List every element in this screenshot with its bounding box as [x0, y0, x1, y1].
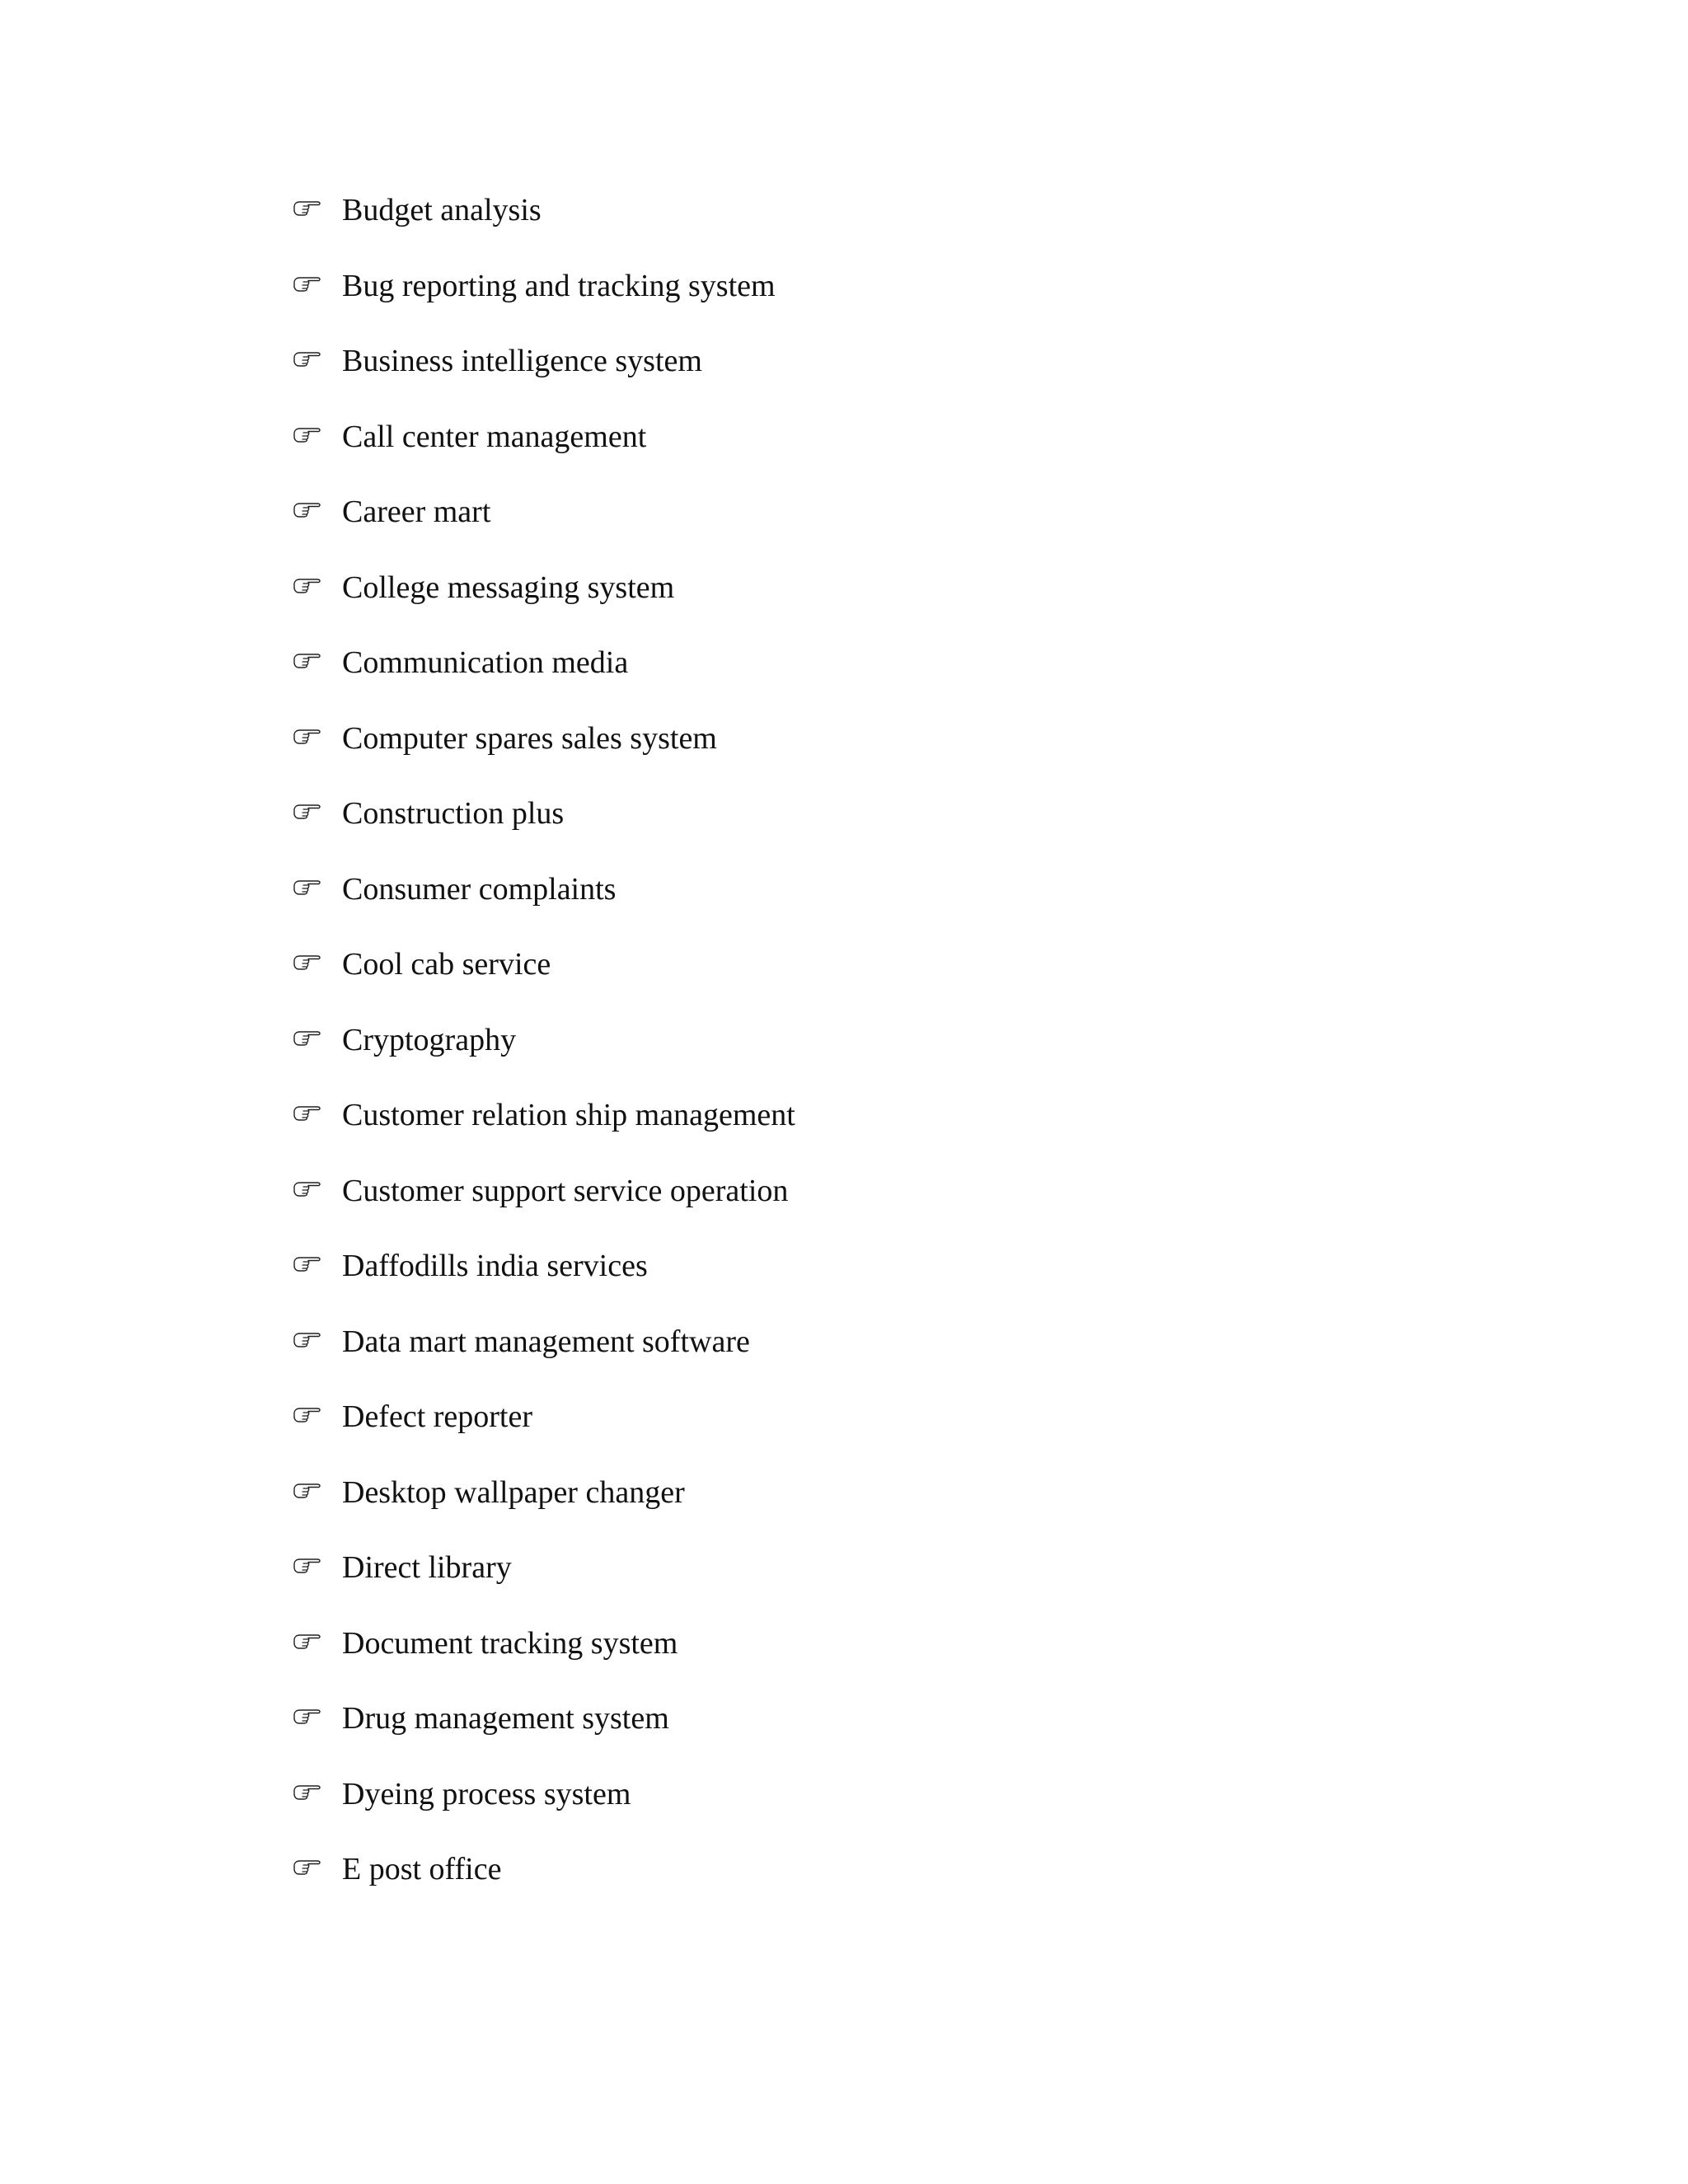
list-item	[293, 1850, 795, 1926]
list-item-label: Construction plus	[342, 796, 565, 831]
list-item-label: Direct library	[342, 1550, 512, 1585]
pointing-hand-icon	[293, 1323, 342, 1357]
list-item	[293, 569, 795, 644]
pointing-hand-icon	[293, 1850, 342, 1885]
list-item	[293, 1624, 795, 1700]
pointing-hand-icon	[293, 644, 342, 678]
list-item-label: Defect reporter	[342, 1399, 533, 1434]
pointing-hand-icon	[293, 1624, 342, 1659]
list-item-label: Cool cab service	[342, 947, 551, 982]
list-item	[293, 1699, 795, 1775]
list-item	[293, 1096, 795, 1172]
list-item-label: Bug reporting and tracking system	[342, 268, 776, 303]
list-item-label: Consumer complaints	[342, 871, 617, 907]
pointing-hand-icon	[293, 1096, 342, 1131]
pointing-hand-icon	[293, 1699, 342, 1734]
pointing-hand-icon	[293, 719, 342, 754]
list-item-label: Drug management system	[342, 1701, 669, 1736]
list-item	[293, 945, 795, 1021]
pointing-hand-icon	[293, 418, 342, 452]
list-item	[293, 342, 795, 418]
pointing-hand-icon	[293, 870, 342, 905]
list-item-label: College messaging system	[342, 569, 675, 605]
list-item-label: E post office	[342, 1852, 502, 1886]
pointing-hand-icon	[293, 1021, 342, 1056]
list-item-label: Customer relation ship management	[342, 1098, 795, 1132]
list-item	[293, 719, 795, 795]
pointing-hand-icon	[293, 342, 342, 377]
list-item-label: Desktop wallpaper changer	[342, 1474, 685, 1510]
pointing-hand-icon	[293, 1247, 342, 1282]
list-item-label: Document tracking system	[342, 1625, 678, 1661]
list-item	[293, 1323, 795, 1399]
list-item-label: Customer support service operation	[342, 1173, 789, 1208]
list-item	[293, 1549, 795, 1624]
list-item-label: Communication media	[342, 645, 629, 680]
project-list	[293, 191, 795, 1926]
list-item-label: Call center management	[342, 419, 647, 454]
list-item	[293, 1172, 795, 1248]
list-item	[293, 1775, 795, 1851]
pointing-hand-icon	[293, 267, 342, 302]
pointing-hand-icon	[293, 1549, 342, 1583]
list-item-label: Cryptography	[342, 1022, 517, 1057]
list-item	[293, 1021, 795, 1097]
pointing-hand-icon	[293, 1398, 342, 1432]
list-item	[293, 1474, 795, 1549]
pointing-hand-icon	[293, 191, 342, 226]
list-item	[293, 644, 795, 719]
list-item-label: Computer spares sales system	[342, 720, 717, 756]
pointing-hand-icon	[293, 1172, 342, 1207]
pointing-hand-icon	[293, 569, 342, 603]
list-item	[293, 1247, 795, 1323]
list-item-label: Dyeing process system	[342, 1776, 631, 1811]
pointing-hand-icon	[293, 493, 342, 527]
list-item	[293, 493, 795, 569]
pointing-hand-icon	[293, 945, 342, 980]
pointing-hand-icon	[293, 794, 342, 829]
list-item-label: Career mart	[342, 494, 491, 529]
list-item	[293, 1398, 795, 1474]
list-item-label: Budget analysis	[342, 193, 542, 227]
pointing-hand-icon	[293, 1474, 342, 1508]
list-item	[293, 418, 795, 494]
list-item-label: Business intelligence system	[342, 344, 702, 378]
list-item	[293, 267, 795, 343]
list-item	[293, 870, 795, 946]
list-item-label: Data mart management software	[342, 1324, 750, 1359]
pointing-hand-icon	[293, 1775, 342, 1810]
list-item	[293, 794, 795, 870]
list-item-label: Daffodills india services	[342, 1249, 648, 1283]
list-item	[293, 191, 795, 267]
